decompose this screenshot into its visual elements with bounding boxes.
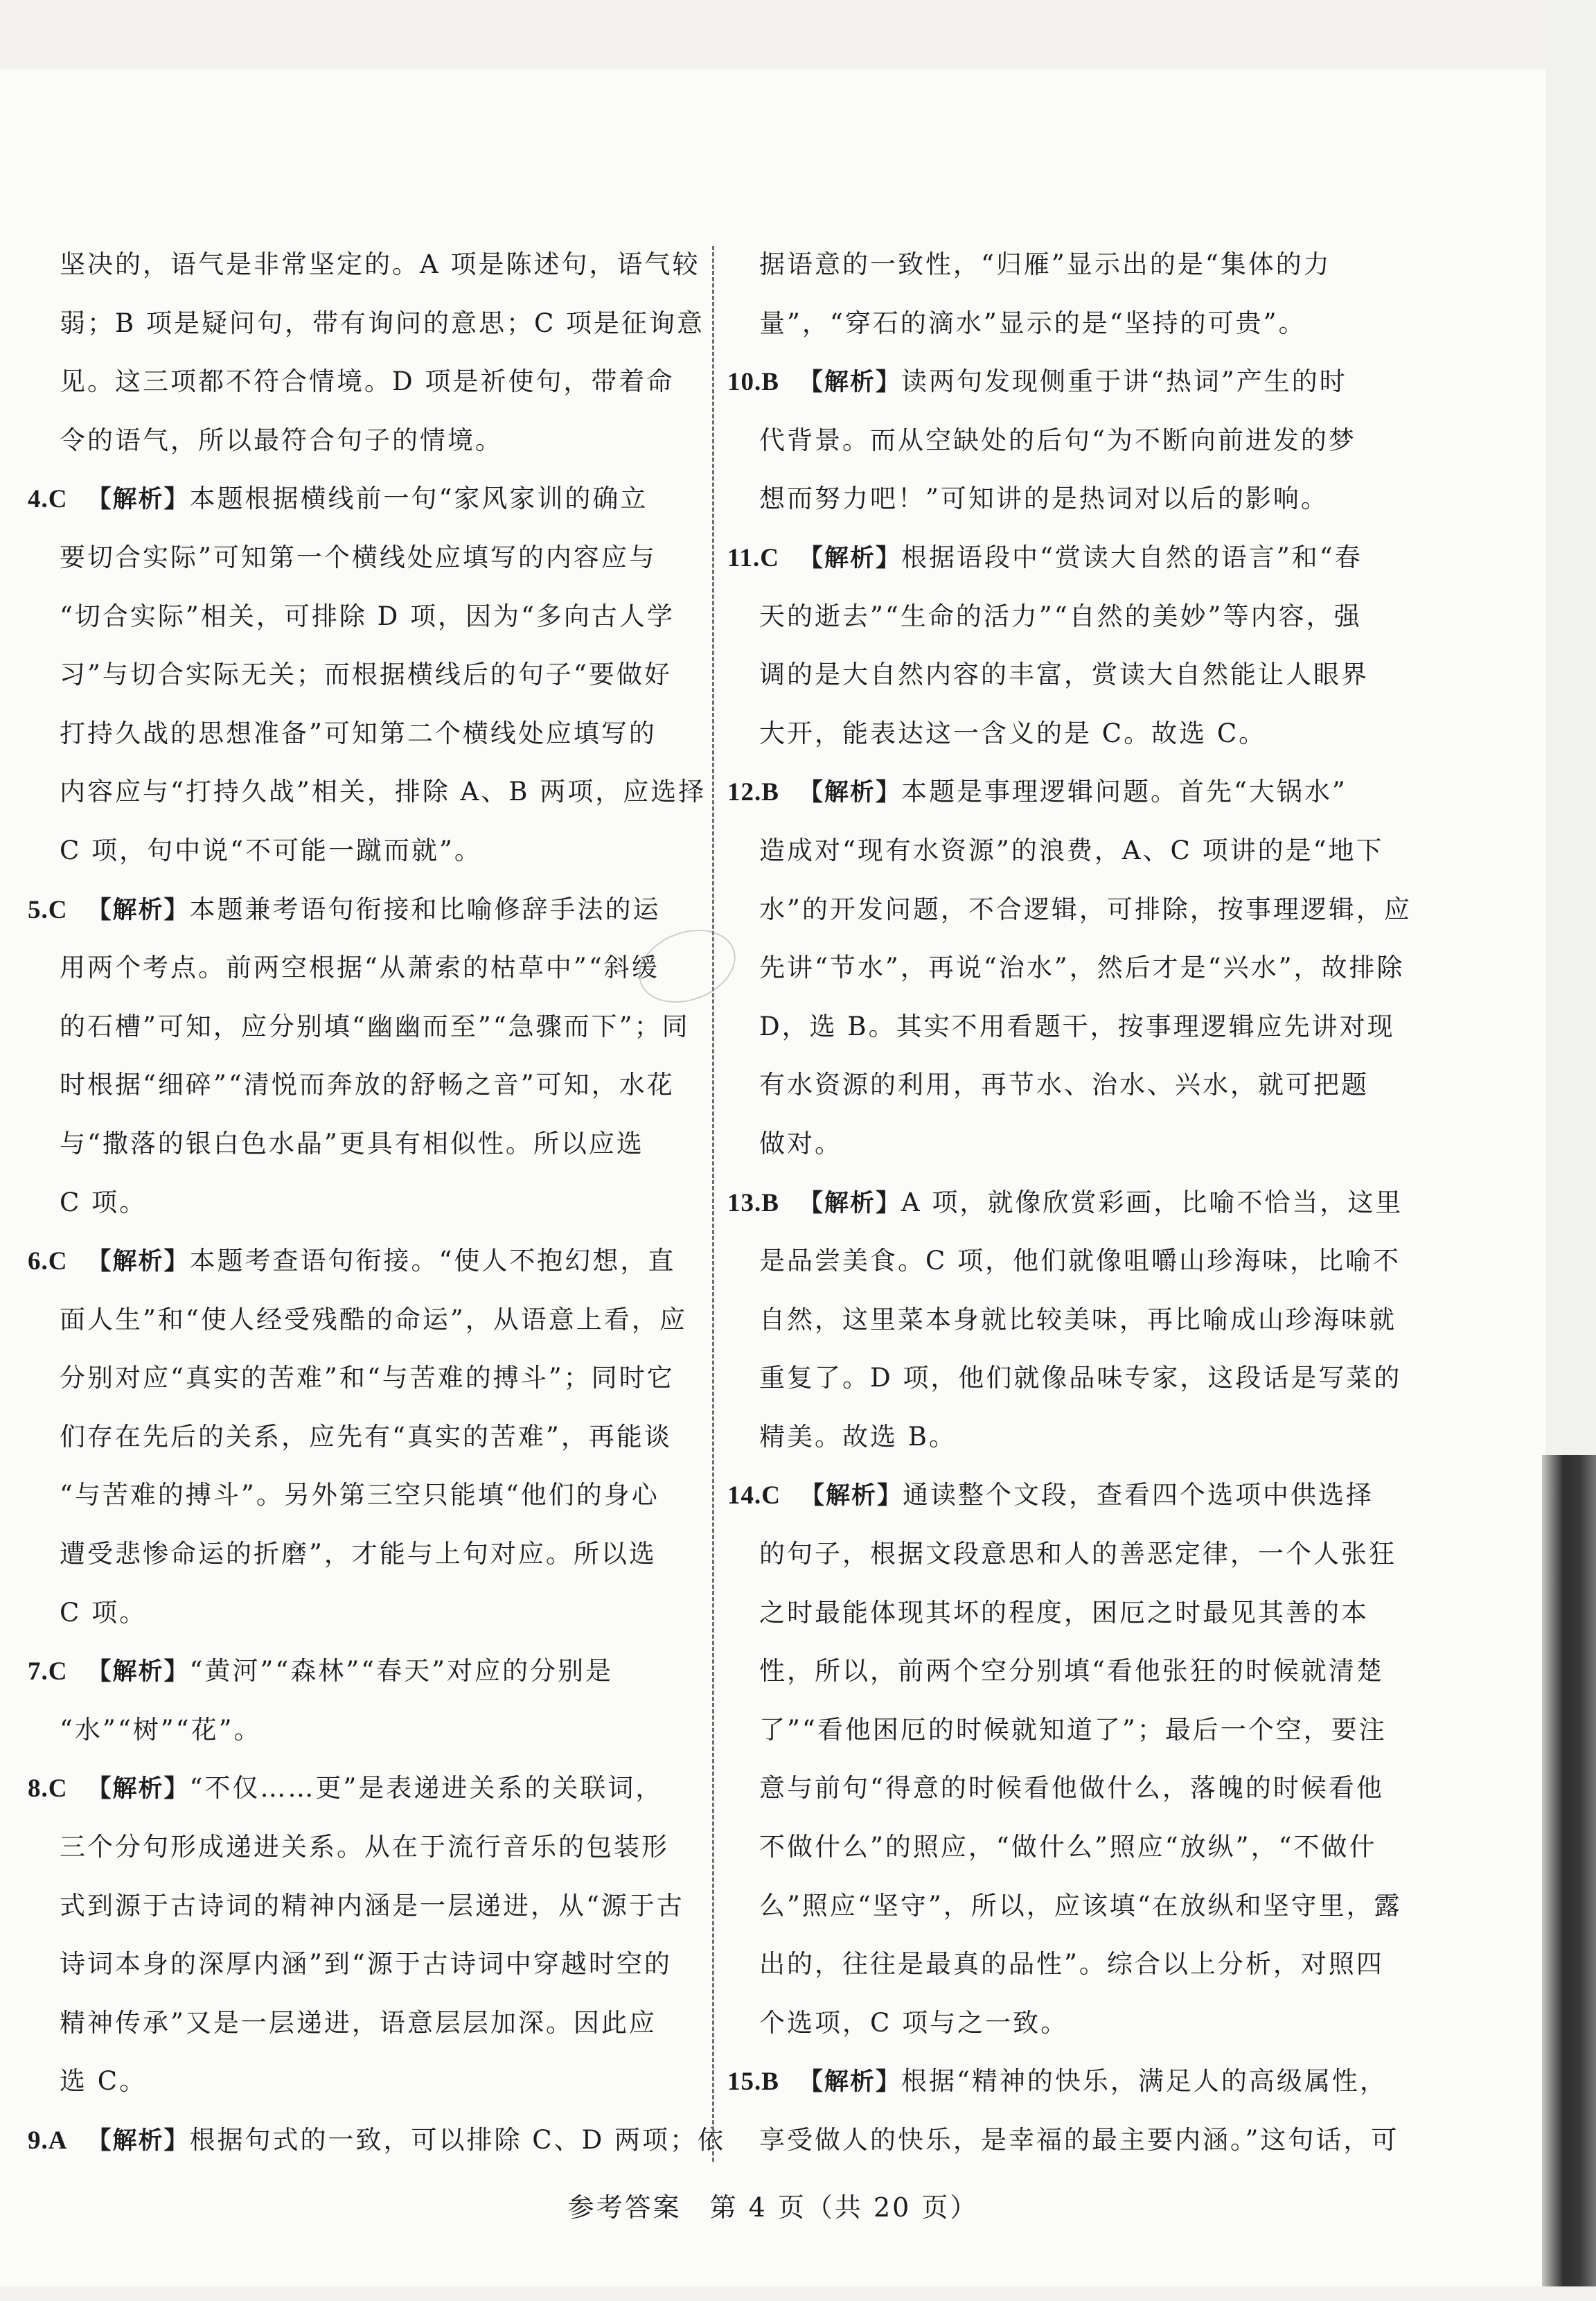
line-text: 大开，能表达这一含义的是 C。故选 C。 [759, 718, 1267, 748]
line-text: D，选 B。其实不用看题干，按事理逻辑应先讲对现 [759, 1011, 1395, 1041]
line-text: 式到源于古诗词的精神内涵是一层递进，从“源于古 [60, 1890, 684, 1921]
line-text: 么”照应“坚守”，所以，应该填“在放纵和坚守里，露 [759, 1890, 1402, 1921]
line-text: “黄河”“森林”“春天”对应的分别是 [189, 1656, 613, 1686]
answer-text-line [727, 1408, 1410, 1467]
analysis-label: 【解析】 [87, 2127, 190, 2155]
line-text: 调的是大自然内容的丰富，赏读大自然能让人眼界 [759, 660, 1369, 690]
answer-text-line [727, 1935, 1410, 1994]
question-number: 12.B [727, 778, 779, 807]
answer-item-line [727, 353, 1410, 412]
answer-text-line [28, 1174, 707, 1233]
answer-text-line [28, 998, 707, 1057]
answer-text-line [727, 2111, 1410, 2170]
line-text: 是品尝美食。C 项，他们就像咀嚼山珍海味，比喻不 [759, 1246, 1401, 1276]
answer-item-line [28, 470, 707, 529]
analysis-label: 【解析】 [798, 1189, 901, 1217]
line-text: 想而努力吧！”可知讲的是热词对以后的影响。 [759, 484, 1329, 514]
line-text: 意与前句“得意的时候看他做什么，落魄的时候看他 [759, 1773, 1384, 1804]
line-text: 造成对“现有水资源”的浪费，A、C 项讲的是“地下 [759, 835, 1384, 865]
line-text: 分别对应“真实的苦难”和“与苦难的搏斗”；同时它 [60, 1363, 675, 1393]
answer-item-line [28, 1232, 707, 1291]
line-text: 水”的开发问题，不合逻辑，可排除，按事理逻辑，应 [759, 894, 1412, 924]
line-text: 诗词本身的深厚内涵”到“源于古诗词中穿越时空的 [60, 1949, 672, 1980]
page-edge-light [1546, 0, 1596, 1455]
answer-item-line [28, 881, 707, 940]
line-text: C 项。 [60, 1187, 148, 1217]
line-text: 本题根据横线前一句“家风家训的确立 [189, 484, 648, 514]
question-number: 6.C [28, 1247, 68, 1276]
column-divider [712, 246, 714, 2162]
question-number: 4.C [28, 485, 68, 514]
answer-text-line [28, 1408, 707, 1467]
line-text: 见。这三项都不符合情境。D 项是祈使句，带着命 [60, 367, 675, 397]
line-text: 要切合实际”可知第一个横线处应填写的内容应与 [60, 542, 657, 572]
line-text: “水”“树”“花”。 [60, 1714, 262, 1745]
line-text: 通读整个文段，查看四个选项中供选择 [903, 1480, 1374, 1510]
line-text: 坚决的，语气是非常坚定的。A 项是陈述句，语气较 [60, 249, 700, 279]
analysis-label: 【解析】 [87, 486, 190, 514]
line-text: 不做什么”的照应，“做什么”照应“放纵”，“不做什 [759, 1832, 1377, 1862]
answer-text-line [727, 1818, 1410, 1877]
question-number: 9.A [28, 2126, 68, 2155]
answer-text-line [28, 1994, 707, 2053]
line-text: “与苦难的搏斗”。另外第三空只能填“他们的身心 [60, 1480, 659, 1510]
answer-text-line [727, 1994, 1410, 2053]
line-text: 享受做人的快乐，是幸福的最主要内涵。”这句话，可 [759, 2125, 1399, 2155]
question-number: 7.C [28, 1657, 68, 1686]
answer-text-line [28, 939, 707, 998]
answer-text-line [727, 1759, 1410, 1818]
analysis-label: 【解析】 [798, 544, 901, 572]
line-text: 据语意的一致性，“归雁”显示出的是“集体的力 [759, 249, 1331, 279]
line-text: 做对。 [759, 1128, 842, 1158]
line-text: C 项，句中说“不可能一蹴而就”。 [60, 835, 482, 865]
line-text: 自然，这里菜本身就比较美味，再比喻成山珍海味就 [759, 1304, 1396, 1334]
answer-text-line [28, 1877, 707, 1936]
answer-text-line [28, 412, 707, 470]
answer-item-line [727, 1466, 1410, 1525]
answer-text-line [727, 1056, 1410, 1115]
line-text: 代背景。而从空缺处的后句“为不断向前进发的梦 [759, 425, 1356, 455]
line-text: 内容应与“打持久战”相关，排除 A、B 两项，应选择 [60, 777, 707, 807]
analysis-label: 【解析】 [798, 779, 901, 807]
answer-text-line [28, 1701, 707, 1760]
line-text: 选 C。 [60, 2066, 148, 2097]
answer-text-line [28, 1349, 707, 1408]
answer-text-line [727, 588, 1410, 646]
answer-text-line [28, 588, 707, 646]
answer-text-line [28, 705, 707, 764]
answer-text-line [28, 1115, 707, 1174]
answer-text-line [727, 294, 1410, 353]
answer-text-line [28, 1056, 707, 1115]
line-text: 面人生”和“使人经受残酷的命运”，从语意上看，应 [60, 1304, 687, 1334]
analysis-label: 【解析】 [798, 2068, 901, 2097]
answer-text-line [727, 1291, 1410, 1350]
line-text: 打持久战的思想准备”可知第二个横线处应填写的 [60, 718, 657, 748]
answer-text-line [727, 412, 1410, 470]
answer-item-line [727, 763, 1410, 822]
line-text: 有水资源的利用，再节水、治水、兴水，就可把题 [759, 1070, 1369, 1100]
answer-text-line [727, 1584, 1410, 1643]
answer-text-line [727, 1525, 1410, 1584]
answer-item-line [727, 2052, 1410, 2111]
line-text: 量”，“穿石的滴水”显示的是“坚持的可贵”。 [759, 308, 1306, 338]
answer-item-line [727, 1174, 1410, 1233]
answer-text-line [727, 1232, 1410, 1291]
line-text: 本题是事理逻辑问题。首先“大锅水” [901, 777, 1347, 807]
line-text: 时根据“细碎”“清悦而奔放的舒畅之音”可知，水花 [60, 1070, 675, 1100]
answer-text-line [28, 1466, 707, 1525]
answer-item-line [28, 1642, 707, 1701]
question-number: 11.C [727, 543, 779, 572]
answer-text-line [28, 294, 707, 353]
answer-text-line [727, 470, 1410, 529]
answer-text-line [28, 763, 707, 822]
answer-text-line [727, 822, 1410, 881]
answer-text-line [727, 646, 1410, 705]
answer-text-line [28, 1818, 707, 1877]
answer-text-line [28, 1584, 707, 1643]
line-text: 三个分句形成递进关系。从在于流行音乐的包装形 [60, 1832, 669, 1862]
line-text: “切合实际”相关，可排除 D 项，因为“多向古人学 [60, 601, 675, 631]
answer-text-line [28, 1525, 707, 1584]
line-text: 重复了。D 项，他们就像品味专家，这段话是写菜的 [759, 1363, 1402, 1393]
answer-item-line [28, 1759, 707, 1818]
line-text: 根据句式的一致，可以排除 C、D 两项；依 [189, 2125, 725, 2155]
answer-text-line [727, 881, 1410, 940]
line-text: 遭受悲惨命运的折磨”，才能与上句对应。所以选 [60, 1539, 657, 1569]
answer-text-line [28, 822, 707, 881]
line-text: 先讲“节水”，再说“治水”，然后才是“兴水”，故排除 [759, 953, 1405, 983]
line-text: 们存在先后的关系，应先有“真实的苦难”，再能谈 [60, 1421, 672, 1452]
line-text: 读两句发现侧重于讲“热词”产生的时 [901, 367, 1347, 397]
line-text: C 项。 [60, 1597, 148, 1628]
question-number: 13.B [727, 1188, 779, 1217]
analysis-label: 【解析】 [87, 1248, 190, 1276]
answer-text-line [727, 236, 1410, 294]
line-text: 习”与切合实际无关；而根据横线后的句子“要做好 [60, 660, 672, 690]
question-number: 8.C [28, 1774, 68, 1804]
line-text: 本题兼考语句衔接和比喻修辞手法的运 [189, 894, 661, 924]
answer-text-line [28, 236, 707, 294]
line-text: 根据“精神的快乐，满足人的高级属性， [901, 2066, 1387, 2097]
line-text: 本题考查语句衔接。“使人不抱幻想，直 [189, 1246, 676, 1276]
answer-item-line [727, 529, 1410, 588]
line-text: 个选项，C 项与之一致。 [759, 2007, 1069, 2038]
page-footer: 参考答案 第 4 页（共 20 页） [567, 2192, 979, 2223]
line-text: 弱；B 项是疑问句，带有询问的意思；C 项是征询意 [60, 308, 705, 338]
answer-text-line [28, 646, 707, 705]
answer-text-line [727, 705, 1410, 764]
answer-text-line [727, 1877, 1410, 1936]
line-text: 根据语段中“赏读大自然的语言”和“春 [901, 542, 1363, 572]
analysis-label: 【解析】 [87, 896, 190, 924]
answer-text-line [727, 998, 1410, 1057]
line-text: 出的，往往是最真的品性”。综合以上分析，对照四 [759, 1949, 1384, 1980]
answer-text-line [727, 1115, 1410, 1174]
question-number: 14.C [727, 1481, 781, 1510]
answer-text-line [28, 1291, 707, 1350]
line-text: 的句子，根据文段意思和人的善恶定律，一个人张狂 [759, 1539, 1396, 1569]
answer-text-line [727, 939, 1410, 998]
left-column [28, 236, 725, 2170]
line-text: 之时最能体现其坏的程度，困厄之时最见其善的本 [759, 1597, 1369, 1628]
answer-text-line [727, 1642, 1410, 1701]
line-text: 性，所以，前两个空分别填“看他张狂的时候就清楚 [759, 1656, 1384, 1686]
line-text: 与“撒落的银白色水晶”更具有相似性。所以应选 [60, 1128, 644, 1158]
line-text: 用两个考点。前两空根据“从萧索的枯草中”“斜缓 [60, 953, 659, 983]
analysis-label: 【解析】 [87, 1658, 190, 1686]
answer-item-line [28, 2111, 725, 2170]
answer-text-line [727, 1349, 1410, 1408]
line-text: 了”“看他困厄的时候就知道了”；最后一个空，要注 [759, 1714, 1387, 1745]
analysis-label: 【解析】 [798, 369, 901, 397]
line-text: 天的逝去”“生命的活力”“自然的美妙”等内容，强 [759, 601, 1362, 631]
line-text: 精美。故选 B。 [759, 1421, 957, 1452]
question-number: 15.B [727, 2068, 779, 2097]
answer-text-line [28, 529, 707, 588]
question-number: 5.C [28, 895, 68, 924]
line-text: “不仅……更”是表递进关系的关联词， [189, 1773, 664, 1804]
line-text: 的石槽”可知，应分别填“幽幽而至”“急骤而下”；同 [60, 1011, 690, 1041]
page-edge-shadow [1542, 1455, 1596, 2286]
answer-text-line [28, 2052, 707, 2111]
right-column [727, 236, 1410, 2170]
answer-text-line [28, 1935, 707, 1994]
answer-text-line [727, 1701, 1410, 1760]
answer-text-line [28, 353, 707, 412]
analysis-label: 【解析】 [87, 1775, 190, 1804]
line-text: A 项，就像欣赏彩画，比喻不恰当，这里 [901, 1187, 1403, 1217]
analysis-label: 【解析】 [799, 1482, 903, 1510]
question-number: 10.B [727, 368, 779, 397]
line-text: 精神传承”又是一层递进，语意层层加深。因此应 [60, 2007, 657, 2038]
line-text: 令的语气，所以最符合句子的情境。 [60, 425, 503, 455]
